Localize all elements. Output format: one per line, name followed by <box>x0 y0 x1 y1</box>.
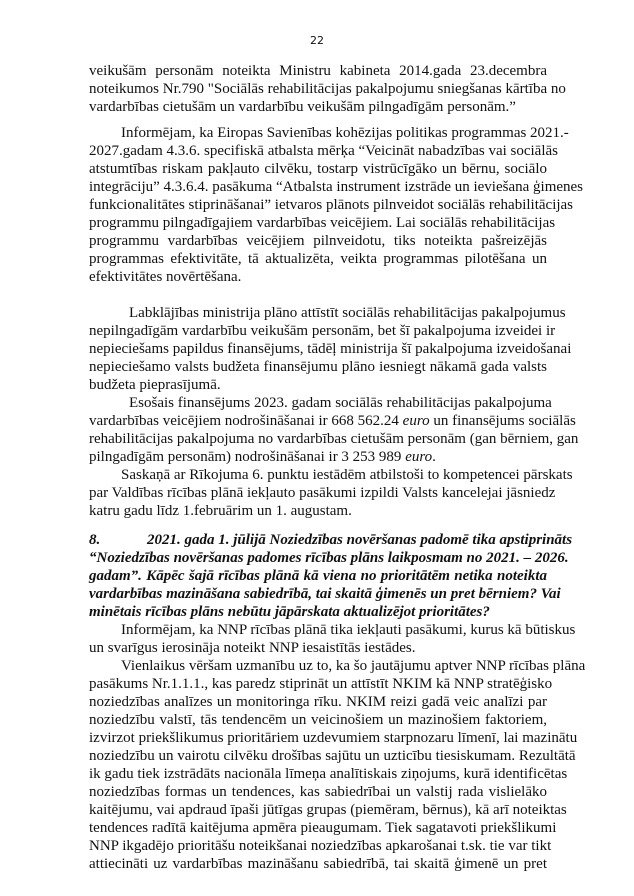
text-line: minētais rīcības plāns nebūtu jāpārskata aktualizējot prioritātes? <box>89 604 490 620</box>
paragraph <box>89 62 566 116</box>
text-line: Vienlaikus vēršam uzmanību uz to, ka šo jautājumu aptver NNP rīcības plāna <box>121 658 586 674</box>
text-line: Informējam, ka NNP rīcības plānā tika iekļauti pasākumi, kurus kā būtiskus <box>121 622 576 638</box>
text-line: pilngadīgām personām) nodrošināšanai ir 3 253 989 euro. <box>89 449 436 465</box>
text-line: noziedzību valstī, tās tendencēm un veicinošiem un mazinošiem faktoriem, <box>89 712 547 728</box>
text-line: izvirzot priekšlikumus prioritāriem uzdevumiem starpnozaru līmenī, lai mazinātu <box>89 730 578 746</box>
text-line: rehabilitācijas pakalpojuma no vardarbības cietušām personām (gan bērniem, gan <box>89 431 579 447</box>
text-line: attiecināti uz vardarbības mazināšanu sabiedrībā, tai skaitā ģimenē un pret <box>89 856 547 872</box>
text-line: funkcionalitātes stiprināšanai” ietvaros plānots pilnveidot sociālās rehabilitācijas <box>89 197 574 213</box>
text-line: Esošais finansējums 2023. gadam sociālās rehabilitācijas pakalpojuma <box>129 395 552 411</box>
text-line: noziedzības formas un tendences, kas sabiedrībai un valstij rada vislielāko <box>89 784 547 800</box>
text-line: noziedzību un vairotu cilvēku drošības sajūtu un uzticību tiesiskumam. Rezultātā <box>89 748 576 764</box>
text-line: veikušām personām noteikta Ministru kabineta 2014.gada 23.decembra <box>89 63 547 79</box>
question-number: 8. <box>89 532 101 548</box>
paragraph <box>89 124 584 286</box>
paragraph <box>89 657 586 873</box>
text-line: budžeta pieprasījumā. <box>89 377 221 393</box>
paragraph <box>89 304 572 394</box>
text-line: par Valdības rīcības plānā iekļauto pasākumi izpildi Valsts kancelejai jāsniedz <box>89 485 556 501</box>
text-line: noziedzības analīzes un monitoringa rīku. NKIM reizi gadā veic analīzi par <box>89 694 547 710</box>
italic-text: euro <box>405 449 433 465</box>
text-line: efektivitātes novērtēšana. <box>89 269 242 285</box>
text-line: 2027.gadam 4.3.6. specifiskā atbalsta mērķa “Veicināt nabadzības vai sociālās <box>89 143 558 159</box>
paragraph <box>89 621 576 657</box>
text-line: “Noziedzības novēršanas padomes rīcības plāns laikposmam no 2021. – 2026. <box>89 550 569 566</box>
text-line: programmas efektivitāte, tā aktualizēta, veikta programmas pilotēšana un <box>89 251 547 267</box>
text-line: Saskaņā ar Rīkojuma 6. punktu iestādēm atbilstoši to kompetencei pārskats <box>121 467 573 483</box>
text-line: Informējam, ka Eiropas Savienības kohēzijas politikas programmas 2021.- <box>121 125 569 141</box>
text-line: kaitējumu, vai apdraud īpaši jūtīgas grupas (piemēram, bērnus), kā arī noteiktas <box>89 802 567 818</box>
text-line: 8. 2021. gada 1. jūlijā Noziedzības novēršanas padomē tika apstiprināts <box>89 532 573 548</box>
text-line: integrāciju” 4.3.6.4. pasākuma “Atbalsta instrument izstrāde un ieviešana ģimenes <box>89 179 584 195</box>
text-line: noteikumos Nr.790 "Sociālās rehabilitācijas pakalpojumu sniegšanas kārtība no <box>89 81 566 97</box>
page-number: 22 <box>310 34 324 47</box>
text-line: un svarīgus ierosināja noteikt NNP iesaistītās iestādes. <box>89 640 416 656</box>
text-line: Labklājības ministrija plāno attīstīt sociālās rehabilitācijas pakalpojumus <box>129 305 566 321</box>
text-line: ik gadu tiek izstrādāts nacionāla līmeņa analītiskais ziņojums, kurā identificētas <box>89 766 568 782</box>
text-line: vardarbības cietušām un vardarbību veikušām pilngadīgām personām.” <box>89 99 516 115</box>
text-line: tendences radītā kaitējuma apmēra pieaugumam. Tiek sagatavoti priekšlikumi <box>89 820 557 836</box>
text-line: NNP ikgadējo prioritāšu noteikšanai noziedzības apkarošanai t.sk. tie var tikt <box>89 838 552 854</box>
text-line: vardarbības mazināšana sabiedrībā, tai skaitā ģimenēs un pret bērniem? Vai <box>89 586 561 602</box>
text-line: nepieciešamo valsts budžeta finansējumu plāno iesniegt nākamā gada valsts <box>89 359 547 375</box>
text-line: pasākums Nr.1.1.1., kas paredz stiprināt un attīstīt NKIM kā NNP stratēģisko <box>89 676 553 692</box>
text-line: katru gadu līdz 1.februārim un 1. augustam. <box>89 503 352 519</box>
paragraph <box>89 466 573 520</box>
text-line: programmu vardarbības veicējiem pilnveidotu, tiks noteikta pašreizējās <box>89 233 547 249</box>
text-line: vardarbības veicējiem nodrošināšanai ir 668 562.24 euro un finansējums sociālās <box>89 413 576 429</box>
paragraph <box>89 394 579 466</box>
text-line: gadam”. Kāpēc šajā rīcības plānā kā viena no prioritātēm netika noteikta <box>89 568 547 584</box>
text-line: nepilngadīgām vardarbību veikušām personām, bet šī pakalpojuma izveidei ir <box>89 323 556 339</box>
question-8 <box>89 531 573 621</box>
text-line: programmu pilngadīgajiem vardarbības veicējiem. Lai sociālās rehabilitācijas <box>89 215 556 231</box>
text-line: nepieciešams papildus finansējums, tādēļ ministrija šī pakalpojuma izveidošanai <box>89 341 572 357</box>
italic-text: euro <box>402 413 430 429</box>
text-line: atstumtības riskam pakļauto cilvēku, tostarp vistrūcīgāko un bērnu, sociālo <box>89 161 547 177</box>
